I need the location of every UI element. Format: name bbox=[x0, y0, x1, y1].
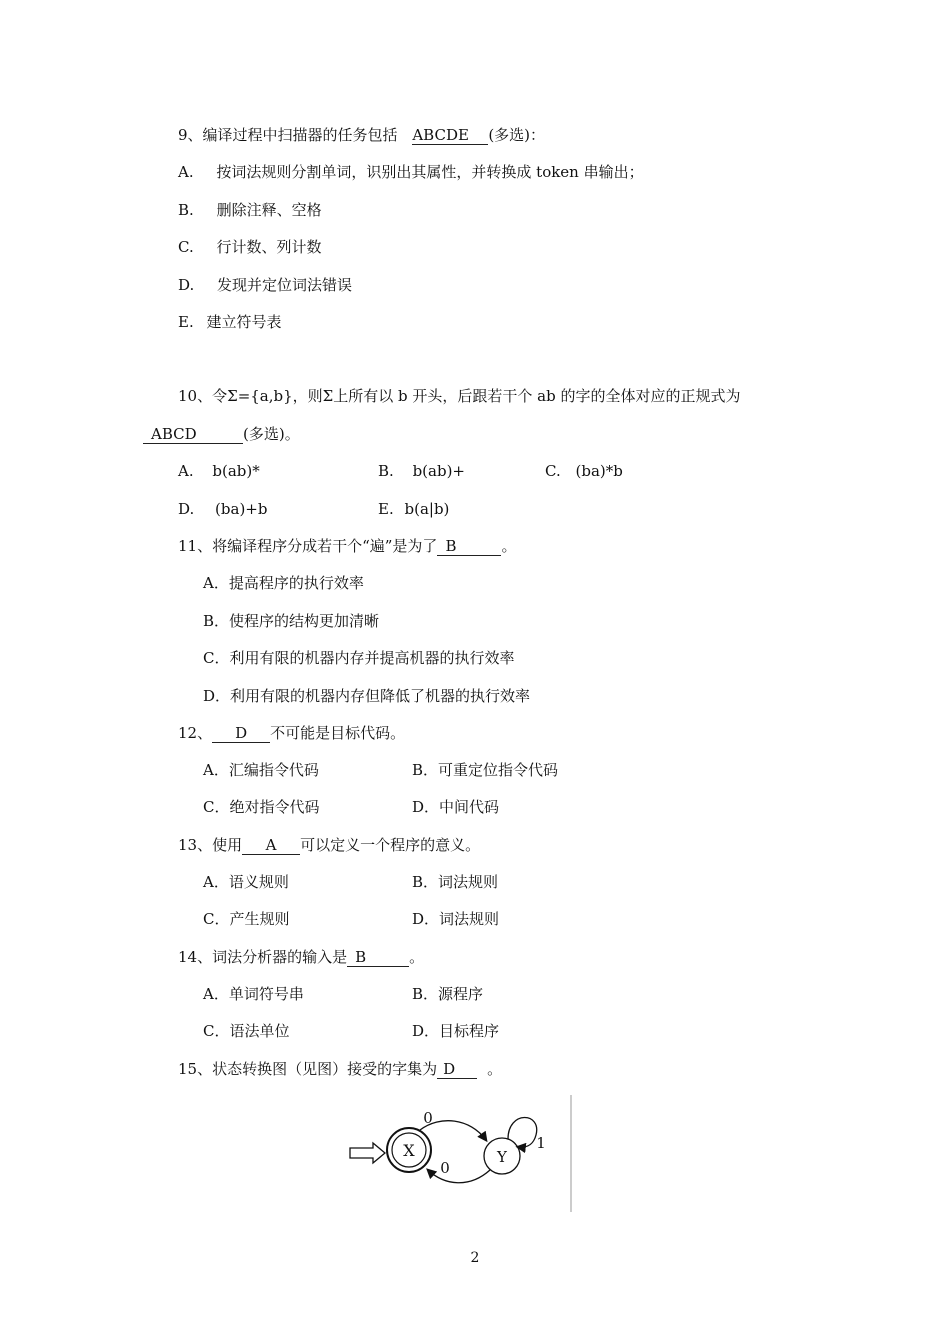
q12-option-c: C．绝对指令代码 bbox=[203, 798, 320, 816]
option-text: b(ab)+ bbox=[412, 462, 465, 480]
q13-suffix: 可以定义一个程序的意义。 bbox=[300, 836, 481, 854]
q10-option-a bbox=[178, 461, 260, 481]
option-letter: D. bbox=[178, 500, 195, 518]
q12-stem bbox=[178, 723, 405, 743]
q11-option-b: B．使程序的结构更加清晰 bbox=[203, 612, 380, 630]
q13-answer-blank bbox=[242, 837, 300, 855]
q10-answer-line bbox=[143, 424, 300, 444]
state-x-label: X bbox=[403, 1141, 415, 1160]
q11-option-d: D．利用有限的机器内存但降低了机器的执行效率 bbox=[203, 687, 531, 705]
option-text: 发现并定位词法错误 bbox=[217, 276, 353, 294]
option-text: (ba)+b bbox=[215, 500, 268, 518]
option-letter: C. bbox=[545, 462, 561, 480]
option-letter: C. bbox=[178, 238, 194, 256]
q12-prefix: 12、 bbox=[178, 724, 213, 742]
q9-suffix: (多选)： bbox=[488, 126, 546, 144]
q12-answer-blank bbox=[212, 725, 270, 743]
q13-option-b: B．词法规则 bbox=[412, 873, 499, 891]
q10-suffix: (多选)。 bbox=[243, 425, 300, 443]
option-text: 删除注释、空格 bbox=[216, 201, 322, 219]
option-text: b(a|b) bbox=[404, 500, 450, 518]
q12-option-d: D．中间代码 bbox=[412, 798, 500, 816]
q10-answer-blank bbox=[143, 426, 243, 444]
q11-option-c: C．利用有限的机器内存并提高机器的执行效率 bbox=[203, 649, 515, 667]
q13-stem bbox=[178, 835, 480, 855]
edge-y-to-x bbox=[428, 1170, 490, 1183]
option-text: 行计数、列计数 bbox=[216, 238, 322, 256]
option-letter: A. bbox=[178, 163, 194, 181]
q12-option-b: B．可重定位指令代码 bbox=[412, 761, 559, 779]
q14-suffix: 。 bbox=[409, 948, 425, 966]
q9-answer-blank bbox=[412, 127, 488, 145]
q12-answer: D bbox=[235, 724, 248, 742]
option-letter: A. bbox=[178, 462, 194, 480]
q11-answer: B bbox=[445, 537, 457, 555]
q10-option-b bbox=[378, 461, 465, 481]
q14-answer: B bbox=[355, 948, 367, 966]
q13-option-c: C．产生规则 bbox=[203, 910, 290, 928]
q11-option-a: A．提高程序的执行效率 bbox=[203, 574, 364, 592]
q9-stem bbox=[178, 125, 545, 145]
q13-answer: A bbox=[265, 836, 277, 854]
start-arrow bbox=[350, 1143, 385, 1163]
q10-option-d bbox=[178, 499, 267, 519]
q9-prefix: 9、编译过程中扫描器的任务包括 bbox=[178, 126, 398, 144]
edge-y-self-label: 1 bbox=[536, 1134, 546, 1152]
edge-y-to-x-label: 0 bbox=[440, 1159, 450, 1177]
option-letter: D. bbox=[178, 276, 195, 294]
state-transition-diagram bbox=[340, 1090, 580, 1215]
option-text: (ba)*b bbox=[575, 462, 623, 480]
option-letter: E. bbox=[178, 313, 194, 331]
q11-suffix: 。 bbox=[501, 537, 517, 555]
q13-option-d: D．词法规则 bbox=[412, 910, 500, 928]
edge-x-to-y-label: 0 bbox=[423, 1109, 433, 1127]
option-letter: E. bbox=[378, 500, 394, 518]
q9-option-c bbox=[178, 237, 322, 257]
option-text: b(ab)* bbox=[212, 462, 260, 480]
q14-option-b: B．源程序 bbox=[412, 985, 484, 1003]
q13-option-a: A．语义规则 bbox=[203, 873, 289, 891]
q13-prefix: 13、使用 bbox=[178, 836, 243, 854]
q10-stem: 10、令Σ={a,b}，则Σ上所有以 b 开头，后跟若干个 ab 的字的全体对应的正规式为 bbox=[178, 387, 741, 405]
q10-option-e bbox=[378, 499, 449, 519]
q10-option-c bbox=[545, 461, 623, 481]
state-y-label: Y bbox=[497, 1148, 507, 1166]
q14-answer-blank bbox=[347, 949, 409, 967]
q12-option-a: A．汇编指令代码 bbox=[203, 761, 319, 779]
option-letter: B. bbox=[178, 201, 194, 219]
q15-prefix: 15、状态转换图（见图）接受的字集为 bbox=[178, 1060, 438, 1078]
q9-answer: ABCDE bbox=[412, 126, 469, 144]
page-number: 2 bbox=[470, 1250, 480, 1266]
q9-option-d bbox=[178, 275, 352, 295]
q15-suffix: 。 bbox=[487, 1060, 503, 1078]
q9-option-b bbox=[178, 200, 322, 220]
q11-prefix: 11、将编译程序分成若干个“遍”是为了 bbox=[178, 537, 438, 555]
q14-stem bbox=[178, 947, 424, 967]
q14-prefix: 14、词法分析器的输入是 bbox=[178, 948, 348, 966]
option-text: 建立符号表 bbox=[206, 313, 282, 331]
q9-option-e bbox=[178, 312, 282, 332]
q15-answer: D bbox=[443, 1060, 456, 1078]
q10-answer: ABCD bbox=[151, 425, 197, 443]
q14-option-d: D．目标程序 bbox=[412, 1022, 500, 1040]
q14-option-a: A．单词符号串 bbox=[203, 985, 304, 1003]
q14-option-c: C．语法单位 bbox=[203, 1022, 290, 1040]
option-text: 按词法规则分割单词，识别出其属性，并转换成 token 串输出； bbox=[216, 163, 644, 181]
q11-stem bbox=[178, 536, 516, 556]
q11-answer-blank bbox=[437, 538, 501, 556]
q12-suffix: 不可能是目标代码。 bbox=[270, 724, 406, 742]
q15-answer-blank bbox=[437, 1061, 477, 1079]
q15-stem bbox=[178, 1059, 502, 1079]
q9-option-a bbox=[178, 162, 644, 182]
option-letter: B. bbox=[378, 462, 394, 480]
